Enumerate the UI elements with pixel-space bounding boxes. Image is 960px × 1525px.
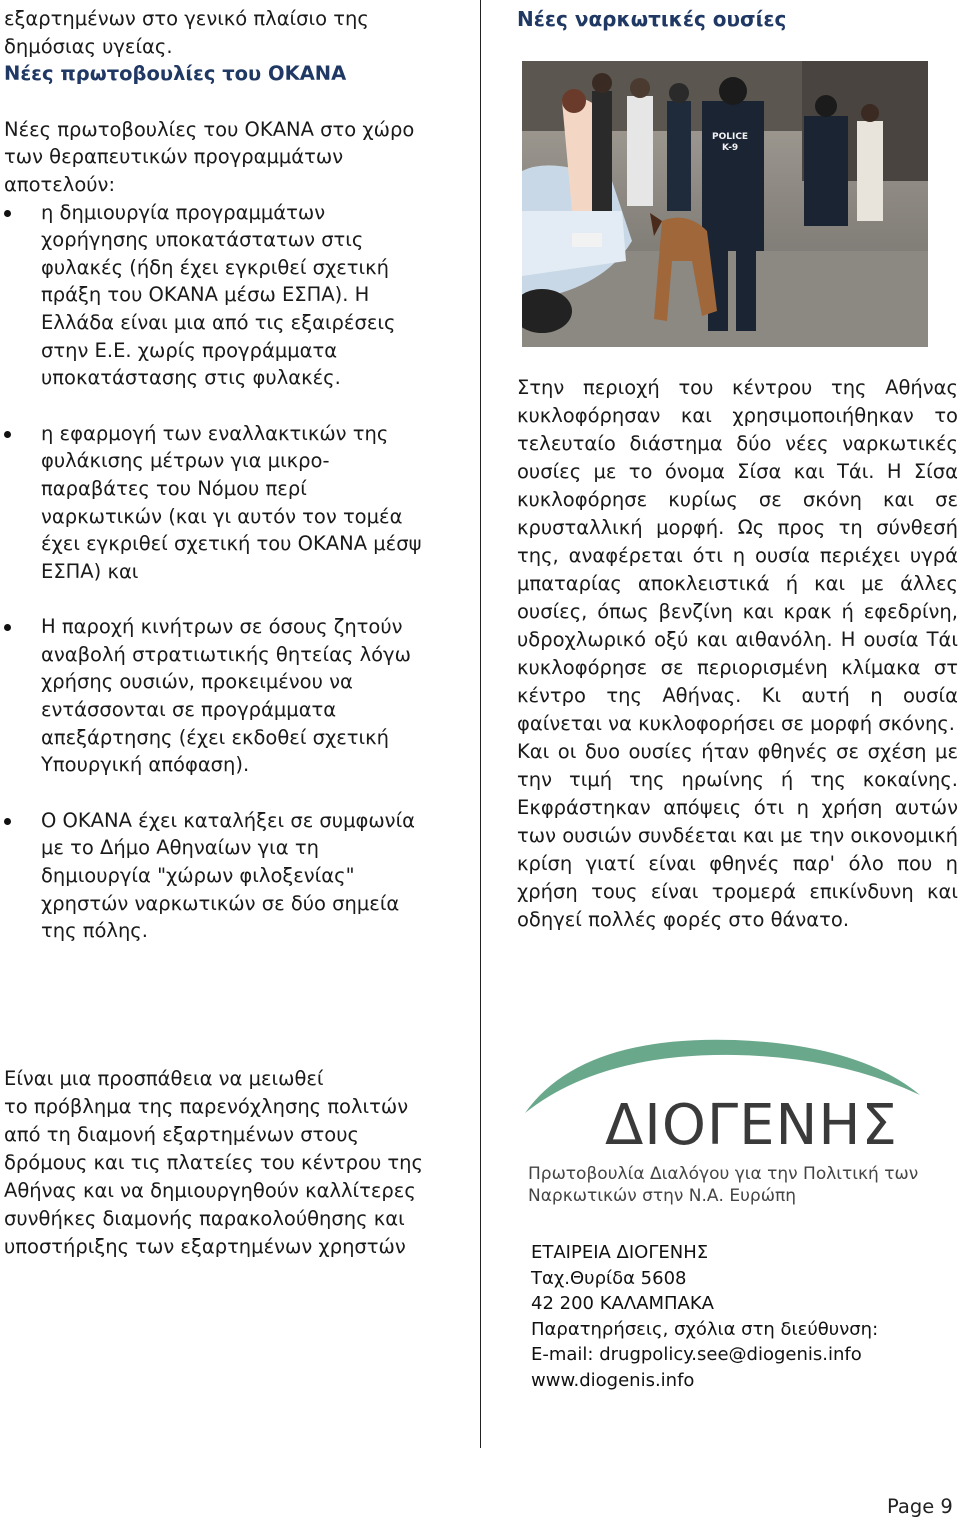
city: 42 200 ΚΑΛΑΜΠΑΚΑ [531,1293,714,1315]
list-item: η εφαρμογή των εναλλακτικών της φυλάκισης μέτρων για μικρο- παραβάτες του Νόμου περί ναρκωτικών (και γι αυτόν τον τομέα έχει εγκριθεί σχετική του ΟΚΑΝΑ μέσψ ΕΣΠΑ) και [4,420,474,586]
page-number: Page 9 [887,1495,953,1518]
contact-block [531,1240,878,1394]
photo-badge-line1: POLICE [712,132,749,142]
intro-continuation: εξαρτημένων στο γενικό πλαίσιο της δημόσιας υγείας. [4,7,369,58]
new-drugs-paragraph-1: Στην περιοχή του κέντρου της Αθήνας κυκλοφόρησαν και χρησιμοποιήθηκαν το τελευταίο διάστημα δύο νέες ναρκωτικές ουσίες με το όνομα Σίσα και Τάι. Η Σίσα κυκλοφόρησε κυρίως σε σκόνη και σε κρυσταλλική μορφή. Ως προς τη σύνθεσή της, αναφέρεται ότι η ουσία περιέχει υγρά μπαταρίας αποκλειστικά ή και με άλλες ουσίες, όπως βενζίνη και κρακ ή εφεδρίνη, υδροχλωρικό οξύ και αιθανόλη. Η ουσία Τάι κυκλοφόρησε σε περιορισμένη κλίμακα στ κέντρο της Αθήνας. Κι αυτή η ουσία φαίνεται να κυκλοφορήσει σε μορφή σκόνης. [517,376,958,735]
section-heading-new-drugs: Νέες ναρκωτικές ουσίες [517,7,787,31]
logo-wordmark: ΔΙΟΓΕΝΗΣ [605,1093,898,1158]
photo-badge-line2: K-9 [722,143,739,153]
bottom-left-paragraph: Είναι μια προσπάθεια να μειωθεί το πρόβλημα της παρενόχλησης πολιτών από τη διαμονή εξαρτημένων στους δρόμους και τις πλατείες του κέντρου της Αθήνας και να δημιουργηθούν καλλίτερες συνθήκες διαμονής παρακολούθησης και υποστήριξης των εξαρτημένων χρηστών [4,1067,423,1258]
right-article-text [517,374,958,934]
list-item: η δημιουργία προγραμμάτων χορήγησης υποκατάστατων στις φυλακές (ήδη έχει εγκριθεί σχετική πράξη του ΟΚΑΝΑ μέσω ΕΣΠΑ). Η Ελλάδα είναι μια από τις εξαιρέσεις στην Ε.Ε. χωρίς προγράμματα υποκατάστασης στις φυλακές. [4,199,474,392]
bullet-icon [4,624,11,631]
email-link[interactable]: E-mail: drugpolicy.see@diogenis.info [531,1344,862,1366]
police-k9-photo [522,61,928,347]
website-link[interactable]: www.diogenis.info [531,1369,695,1391]
bullet-icon [4,818,11,825]
list-item: Η παροχή κινήτρων σε όσους ζητούν αναβολή στρατιωτικής θητείας λόγω χρήσης ουσιών, προκειμένου να εντάσσονται σε προγράμματα απεξάρτησης (έχει εκδοθεί σχετική Υπουργική απόφαση). [4,613,474,779]
left-column [4,5,474,973]
section-heading-okana: Νέες πρωτοβουλίες του ΟΚΑΝΑ [4,62,347,86]
bullet-icon [4,431,11,438]
company-name: ΕΤΑΙΡΕΙΑ ΔΙΟΓΕΝΗΣ [531,1242,709,1263]
bullet-icon [4,210,11,217]
comments-note: Παρατηρήσεις, σχόλια στη διεύθυνση: [531,1318,879,1340]
logo-subtitle: Πρωτοβουλία Διαλόγου για την Πολιτική των Ναρκωτικών στην Ν.Α. Ευρώπη [528,1164,919,1206]
new-drugs-paragraph-2: Και οι δυο ουσίες ήταν φθηνές σε σχέση με την τιμή της ηρωίνης ή της κοκαίνης. Εκφράστηκαν απόψεις ότι η χρήση αυτών των ουσιών συνδέεται και με την οικονομική κρίση γιατί είναι φθηνές παρ' όλο που η χρήση τους είναι τρομερά επικίνδυνη και οδηγεί πολλές φορές στο θάνατο. [517,740,958,931]
okana-initiatives-list [4,199,474,945]
right-column-header [517,5,958,33]
column-divider [480,0,481,1448]
diogenis-logo [520,1035,940,1215]
list-item: Ο ΟΚΑΝΑ έχει καταλήξει σε συμφωνία με το Δήμο Αθηναίων για τη δημιουργία "χώρων φιλοξενίας" χρηστών ναρκωτικών σε δύο σημεία της πόλης. [4,807,474,945]
okana-intro: Νέες πρωτοβουλίες του ΟΚΑΝΑ στο χώρο των θεραπευτικών προγραμμάτων αποτελούν: [4,117,415,196]
po-box: Ταχ.Θυρίδα 5608 [531,1267,687,1289]
